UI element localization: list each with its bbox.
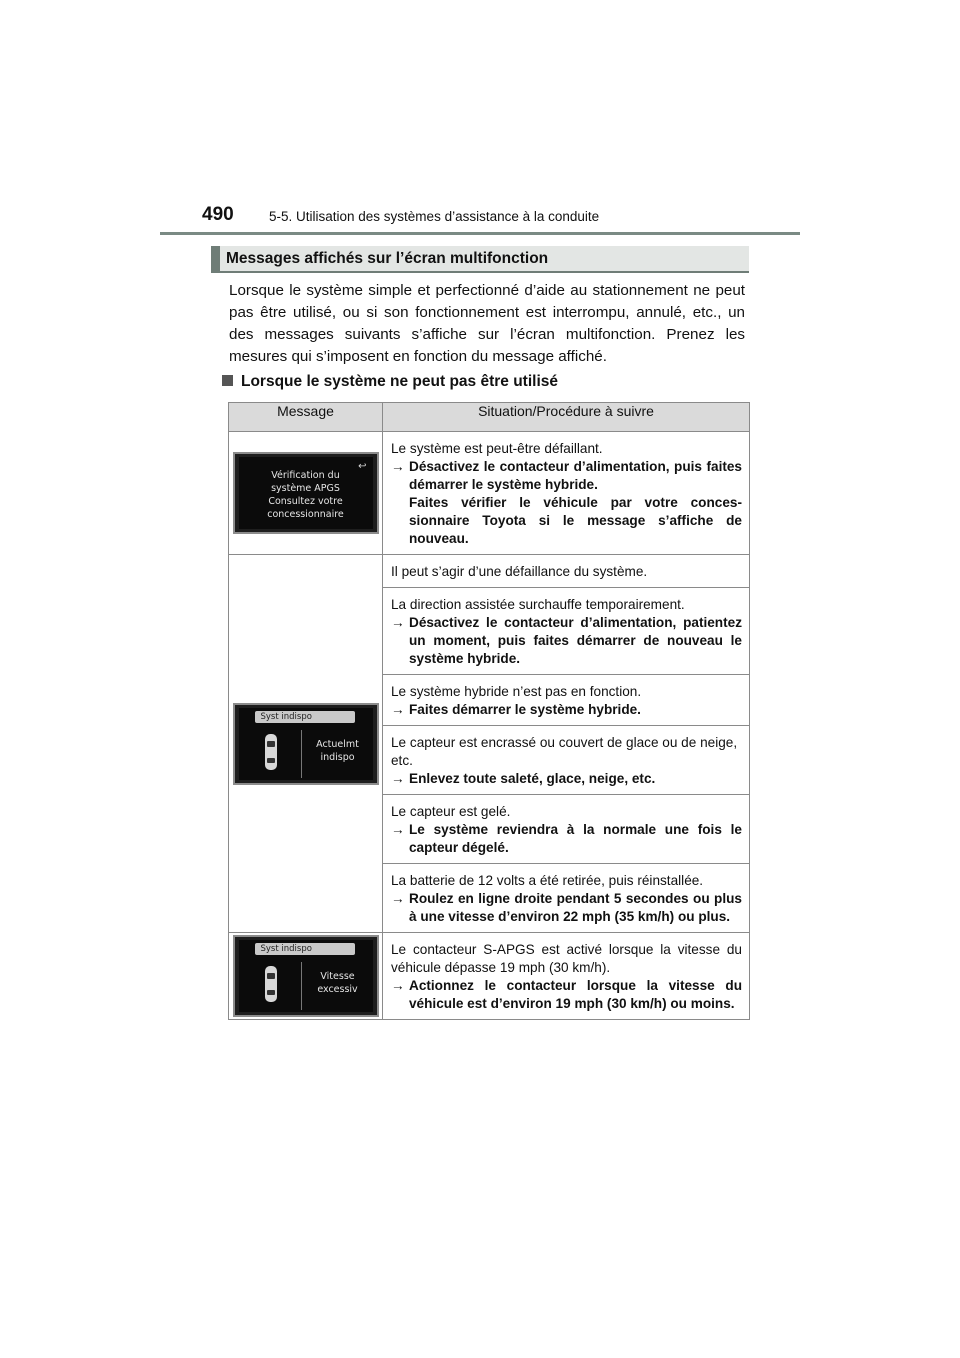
message-image-cell	[229, 555, 383, 933]
action-text: Actionnez le contacteur lorsque la vitesse du véhicule est d’environ 19 mph (30 km/h) ou moins.	[409, 978, 742, 1011]
action-text: Désactivez le contacteur d’alimentation, patientez un moment, puis faites démarrer de nouveau le système hybride.	[409, 615, 742, 666]
action-item	[391, 701, 742, 719]
situation-text: Le capteur est gelé.	[391, 804, 511, 819]
situation-cell	[383, 933, 750, 1020]
table-row	[229, 933, 750, 1020]
screen-line: Vérification du	[271, 470, 340, 481]
screen-line: Vitesse	[320, 971, 355, 982]
screen-divider	[301, 730, 302, 778]
message-image-cell	[229, 432, 383, 555]
arrow-icon: →	[391, 771, 405, 786]
header-rule	[160, 232, 800, 235]
display-screen-check-apgs	[233, 452, 379, 534]
action-text-continued: Faites vérifier le véhicule par votre conces-sionnaire Toyota si le message s’affiche de nouveau.	[409, 495, 742, 546]
screen-title-pill: Syst indispo	[255, 711, 355, 723]
column-header-situation: Situation/Procédure à suivre	[383, 403, 750, 432]
square-bullet-icon	[222, 375, 233, 386]
screen-divider	[301, 962, 302, 1010]
screen-title-pill: Syst indispo	[255, 943, 355, 955]
car-icon	[263, 964, 279, 1004]
arrow-icon: →	[391, 822, 405, 837]
screen-line: système APGS	[271, 483, 340, 494]
situation-cell	[383, 795, 750, 864]
action-item	[391, 977, 742, 1013]
action-item	[391, 890, 742, 926]
action-item	[391, 821, 742, 857]
arrow-icon: →	[391, 891, 405, 906]
messages-table	[228, 402, 750, 1020]
display-screen-syst-indispo	[233, 703, 379, 785]
car-icon	[263, 732, 279, 772]
situation-cell	[383, 432, 750, 555]
situation-text: Le contacteur S-APGS est activé lorsque la vitesse du véhicule dépasse 19 mph (30 km/h).	[391, 942, 742, 975]
screen-line: Consultez votre	[268, 496, 343, 507]
action-item	[391, 614, 742, 668]
subheading-text: Lorsque le système ne peut pas être utilisé	[241, 373, 559, 390]
screen-message	[305, 738, 371, 764]
situation-text: Il peut s’agir d’une défaillance du système.	[391, 564, 648, 579]
message-image-cell	[229, 933, 383, 1020]
screen-message	[239, 469, 373, 521]
situation-text: La direction assistée surchauffe temporairement.	[391, 597, 685, 612]
screen-line: excessiv	[317, 984, 358, 995]
arrow-icon: →	[391, 615, 405, 630]
section-underline	[211, 271, 749, 273]
action-text: Enlevez toute saleté, glace, neige, etc.	[409, 771, 656, 786]
intro-paragraph: Lorsque le système simple et perfectionné d’aide au stationnement ne peut pas être utilisé, ou si son fonctionnement est interrompu, annulé, etc., un des messages suivants s’affiche sur l’écran multifonction. Prenez les mesures qui s’imposent en fonction du message affiché.	[229, 282, 745, 365]
action-text: Désactivez le contacteur d’alimentation, puis faites démarrer le système hybride.	[409, 459, 742, 492]
situation-cell	[383, 864, 750, 933]
section-title-bar	[211, 246, 749, 272]
screen-line: Actuelmt	[316, 738, 359, 750]
action-item	[391, 770, 742, 788]
back-arrow-icon: ↩	[358, 461, 367, 472]
situation-text: La batterie de 12 volts a été retirée, puis réinstallée.	[391, 873, 704, 888]
section-title: Messages affichés sur l’écran multifonction	[226, 250, 549, 267]
screen-message	[305, 970, 371, 996]
page-number: 490	[202, 204, 234, 225]
arrow-icon: →	[391, 978, 405, 993]
action-text: Le système reviendra à la normale une fois le capteur dégelé.	[409, 822, 742, 855]
situation-text: Le système est peut-être défaillant.	[391, 441, 603, 456]
column-header-message: Message	[229, 403, 383, 432]
subheading	[222, 373, 558, 391]
situation-cell	[383, 588, 750, 675]
arrow-icon: →	[391, 702, 405, 717]
action-item	[391, 458, 742, 494]
page-header	[160, 204, 800, 236]
table-row	[229, 555, 750, 588]
display-screen-vitesse-excessive	[233, 935, 379, 1017]
chapter-title: 5-5. Utilisation des systèmes d’assistance à la conduite	[269, 209, 600, 224]
arrow-icon: →	[391, 459, 405, 474]
situation-cell	[383, 555, 750, 588]
screen-line: concessionnaire	[267, 509, 344, 520]
screen-line: indispo	[320, 751, 355, 763]
situation-cell	[383, 675, 750, 726]
action-text: Faites démarrer le système hybride.	[409, 702, 641, 717]
situation-text: Le système hybride n’est pas en fonction.	[391, 684, 642, 699]
action-text: Roulez en ligne droite pendant 5 secondes ou plus à une vitesse d’environ 22 mph (35 km/h) ou plus.	[409, 891, 742, 924]
situation-cell	[383, 726, 750, 795]
table-row	[229, 432, 750, 555]
situation-text: Le capteur est encrassé ou couvert de glace ou de neige, etc.	[391, 735, 738, 768]
table-header-row	[229, 403, 750, 432]
